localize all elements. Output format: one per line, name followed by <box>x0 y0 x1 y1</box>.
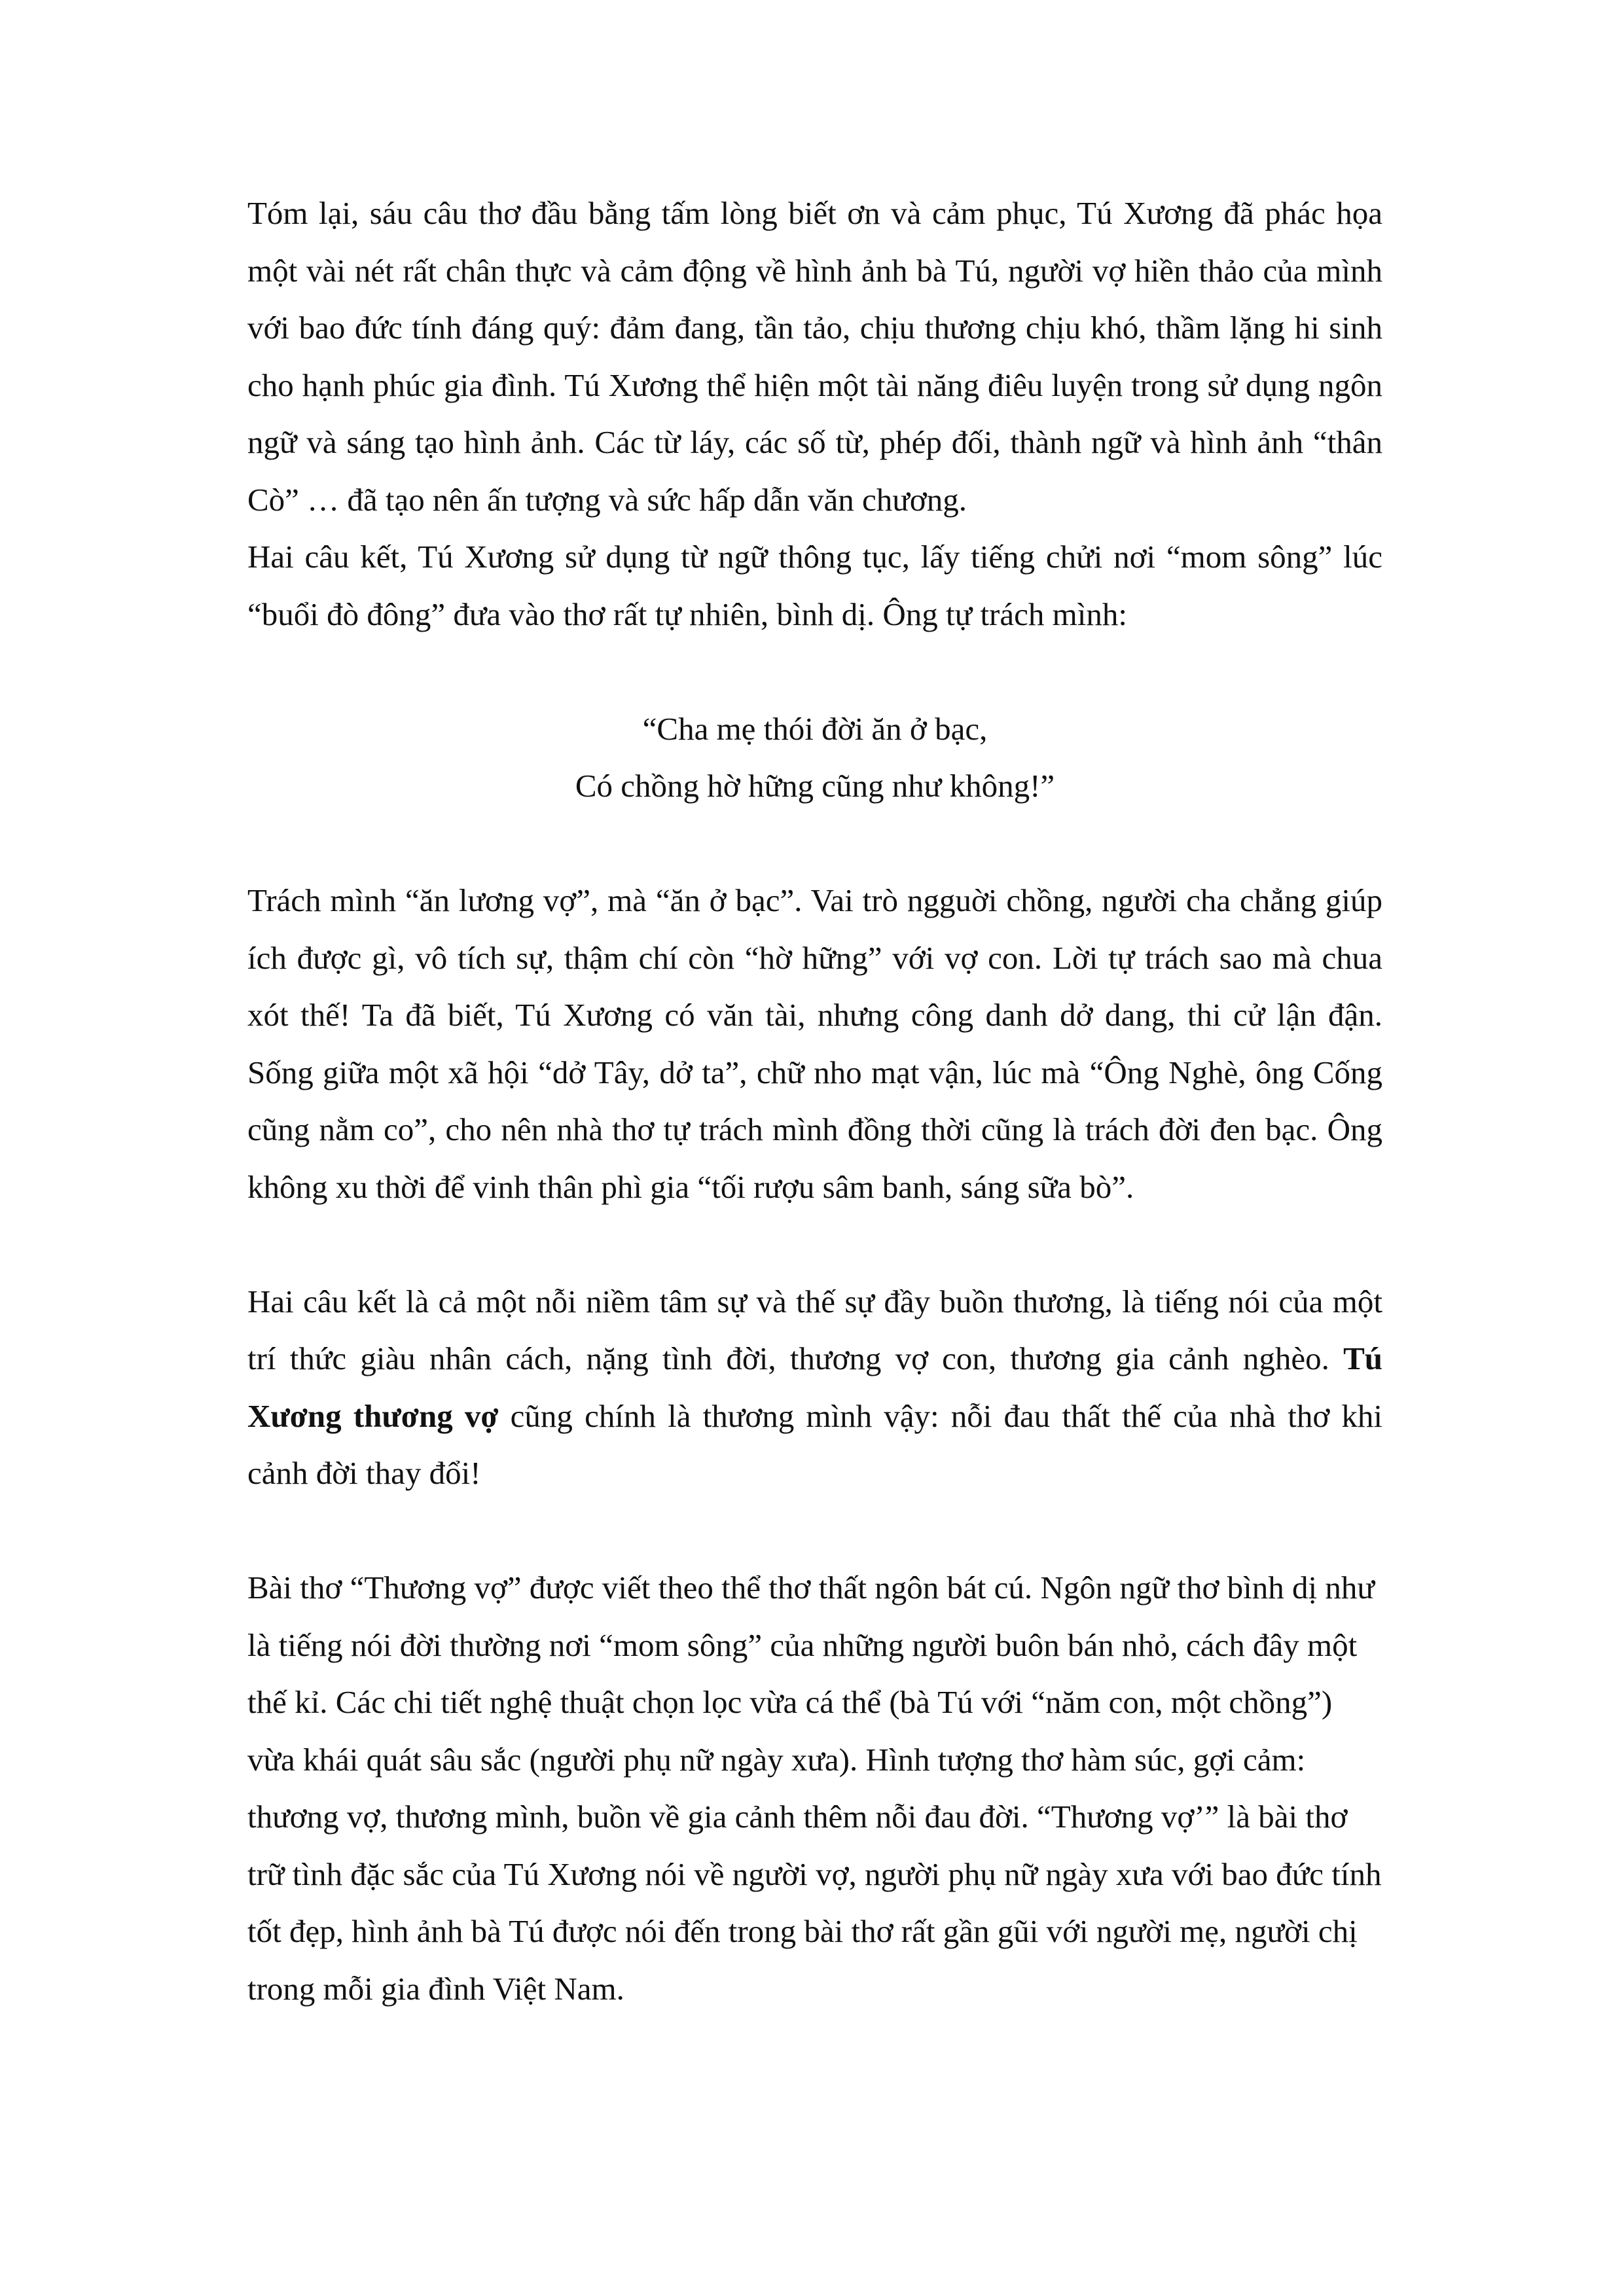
paragraph-sorrow-end: cũng chính là thương mình vậy: nỗi đau thất thế của nhà thơ khi cảnh đời thay đổi! <box>247 1397 1383 1491</box>
spacer <box>247 1215 1382 1273</box>
poem-quote <box>247 700 1382 815</box>
paragraph-sorrow <box>247 1273 1382 1502</box>
paragraph-summary: Tóm lại, sáu câu thơ đầu bằng tấm lòng biết ơn và cảm phục, Tú Xương đã phác họa một vài nét rất chân thực và cảm động về hình ảnh bà Tú, người vợ hiền thảo của mình với bao đức tính đáng quý: đảm đang, tần tảo, chịu thương chịu khó, thầm lặng hi sinh cho hạnh phúc gia đình. Tú Xương thể hiện một tài năng điêu luyện trong sử dụng ngôn ngữ và sáng tạo hình ảnh. Các từ láy, các số từ, phép đối, thành ngữ và hình ảnh “thân Cò” … đã tạo nên ấn tượng và sức hấp dẫn văn chương. <box>247 195 1382 518</box>
paragraph-conclusion: Bài thơ “Thương vợ” được viết theo thể thơ thất ngôn bát cú. Ngôn ngữ thơ bình dị như là tiếng nói đời thường nơi “mom sông” của những người buôn bán nhỏ, cách đây một thế kỉ. Các chi tiết nghệ thuật chọn lọc vừa cá thể (bà Tú với “năm con, một chồng”) vừa khái quát sâu sắc (người phụ nữ ngày xưa). Hình tượng thơ hàm súc, gợi cảm: thương vợ, thương mình, buồn về gia cảnh thêm nỗi đau đời. “Thương vợ’” là bài thơ trữ tình đặc sắc của Tú Xương nói về người vợ, người phụ nữ ngày xưa với bao đức tính tốt đẹp, hình ảnh bà Tú được nói đến trong bài thơ rất gần gũi với người mẹ, người chị trong mỗi gia đình Việt Nam. <box>247 1570 1382 2007</box>
paragraph-sorrow-start: Hai câu kết là cả một nỗi niềm tâm sự và thế sự đầy buồn thương, là tiếng nói của một trí thức giàu nhân cách, nặng tình đời, thương vợ con, thương gia cảnh nghèo. <box>247 1283 1382 1376</box>
paragraph-self-blame: Trách mình “ăn lương vợ”, mà “ăn ở bạc”. Vai trò ngguời chồng, người cha chẳng giúp ích được gì, vô tích sự, thậm chí còn “hờ hững” với vợ con. Lời tự trách sao mà chua xót thế! Ta đã biết, Tú Xương có văn tài, nhưng công danh dở dang, thi cử lận đận. Sống giữa một xã hội “dở Tây, dở ta”, chữ nho mạt vận, lúc mà “Ông Nghè, ông Cống cũng nằm co”, cho nên nhà thơ tự trách mình đồng thời cũng là trách đời đen bạc. Ông không xu thời để vinh thân phì gia “tối rượu sâm banh, sáng sữa bò”. <box>247 882 1382 1205</box>
poem-line-2: Có chồng hờ hững cũng như không!” <box>575 768 1055 804</box>
paragraph-closing-couplet-intro: Hai câu kết, Tú Xương sử dụng từ ngữ thông tục, lấy tiếng chửi nơi “mom sông” lúc “buổi đò đông” đưa vào thơ rất tự nhiên, bình dị. Ông tự trách mình: <box>247 539 1382 632</box>
document-page <box>247 185 1382 2017</box>
spacer <box>247 643 1382 700</box>
poem-line-1: “Cha mẹ thói đời ăn ở bạc, <box>642 710 988 747</box>
spacer <box>247 815 1382 872</box>
paragraph-sorrow-bold: Tú Xương thương vợ <box>247 1340 1382 1434</box>
spacer <box>247 1502 1382 1560</box>
